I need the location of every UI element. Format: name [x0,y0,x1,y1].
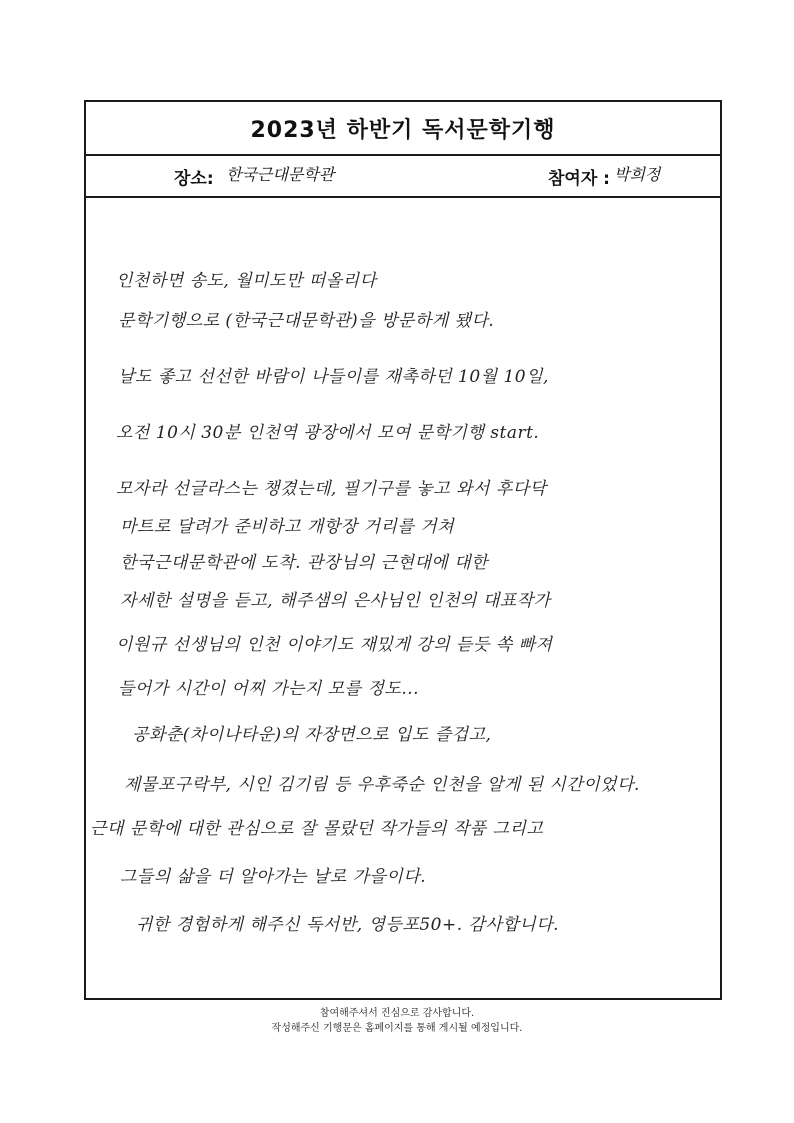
handwritten-line: 그들의 삶을 더 알아가는 날로 가을이다. [120,867,427,887]
footer-thanks: 참여해주셔서 진심으로 감사합니다. [319,1008,475,1019]
handwritten-line: 인천하면 송도, 월미도만 떠올리다 [116,271,377,291]
handwritten-line: 근대 문학에 대한 관심으로 잘 몰랐던 작가들의 작품 그리고 [90,819,544,839]
handwritten-line: 날도 좋고 선선한 바람이 나들이를 재촉하던 10월 10일, [118,367,549,387]
handwritten-body [86,198,720,998]
handwritten-line: 들어가 시간이 어찌 가는지 모를 정도... [118,679,420,699]
handwritten-line: 이원규 선생님의 인천 이야기도 재밌게 강의 듣듯 쏙 빠져 [116,635,553,655]
participant-value: 박희정 [614,165,661,184]
handwritten-line: 자세한 설명을 듣고, 해주샘의 은사님인 인천의 대표작가 [120,591,551,611]
participant-label: 참여자 : [548,169,610,189]
handwritten-line: 귀한 경험하게 해주신 독서반, 영등포50+. 감사합니다. [136,915,560,935]
form-title: 2023년 하반기 독서문학기행 [86,102,720,156]
handwritten-line: 마트로 달려가 준비하고 개항장 거리를 거쳐 [120,517,455,537]
handwritten-line: 오전 10시 30분 인천역 광장에서 모여 문학기행 start. [116,423,540,443]
handwritten-line: 모자라 선글라스는 챙겼는데, 필기구를 놓고 와서 후다닥 [116,479,547,499]
handwritten-line: 제물포구락부, 시인 김기림 등 우후죽순 인천을 알게 된 시간이었다. [124,775,640,795]
travelogue-form [84,100,722,1000]
footer-notice: 작성해주신 기행문은 홈페이지를 통해 게시될 예정입니다. [271,1023,523,1034]
place-label: 장소: [174,169,214,189]
handwritten-line: 문학기행으로 (한국근대문학관)을 방문하게 됐다. [118,311,495,331]
handwritten-line: 한국근대문학관에 도착. 관장님의 근현대에 대한 [120,553,488,573]
handwritten-line: 공화춘(차이나타운)의 자장면으로 입도 즐겁고, [132,725,492,745]
place-value: 한국근대문학관 [226,165,335,184]
info-row [86,154,720,198]
